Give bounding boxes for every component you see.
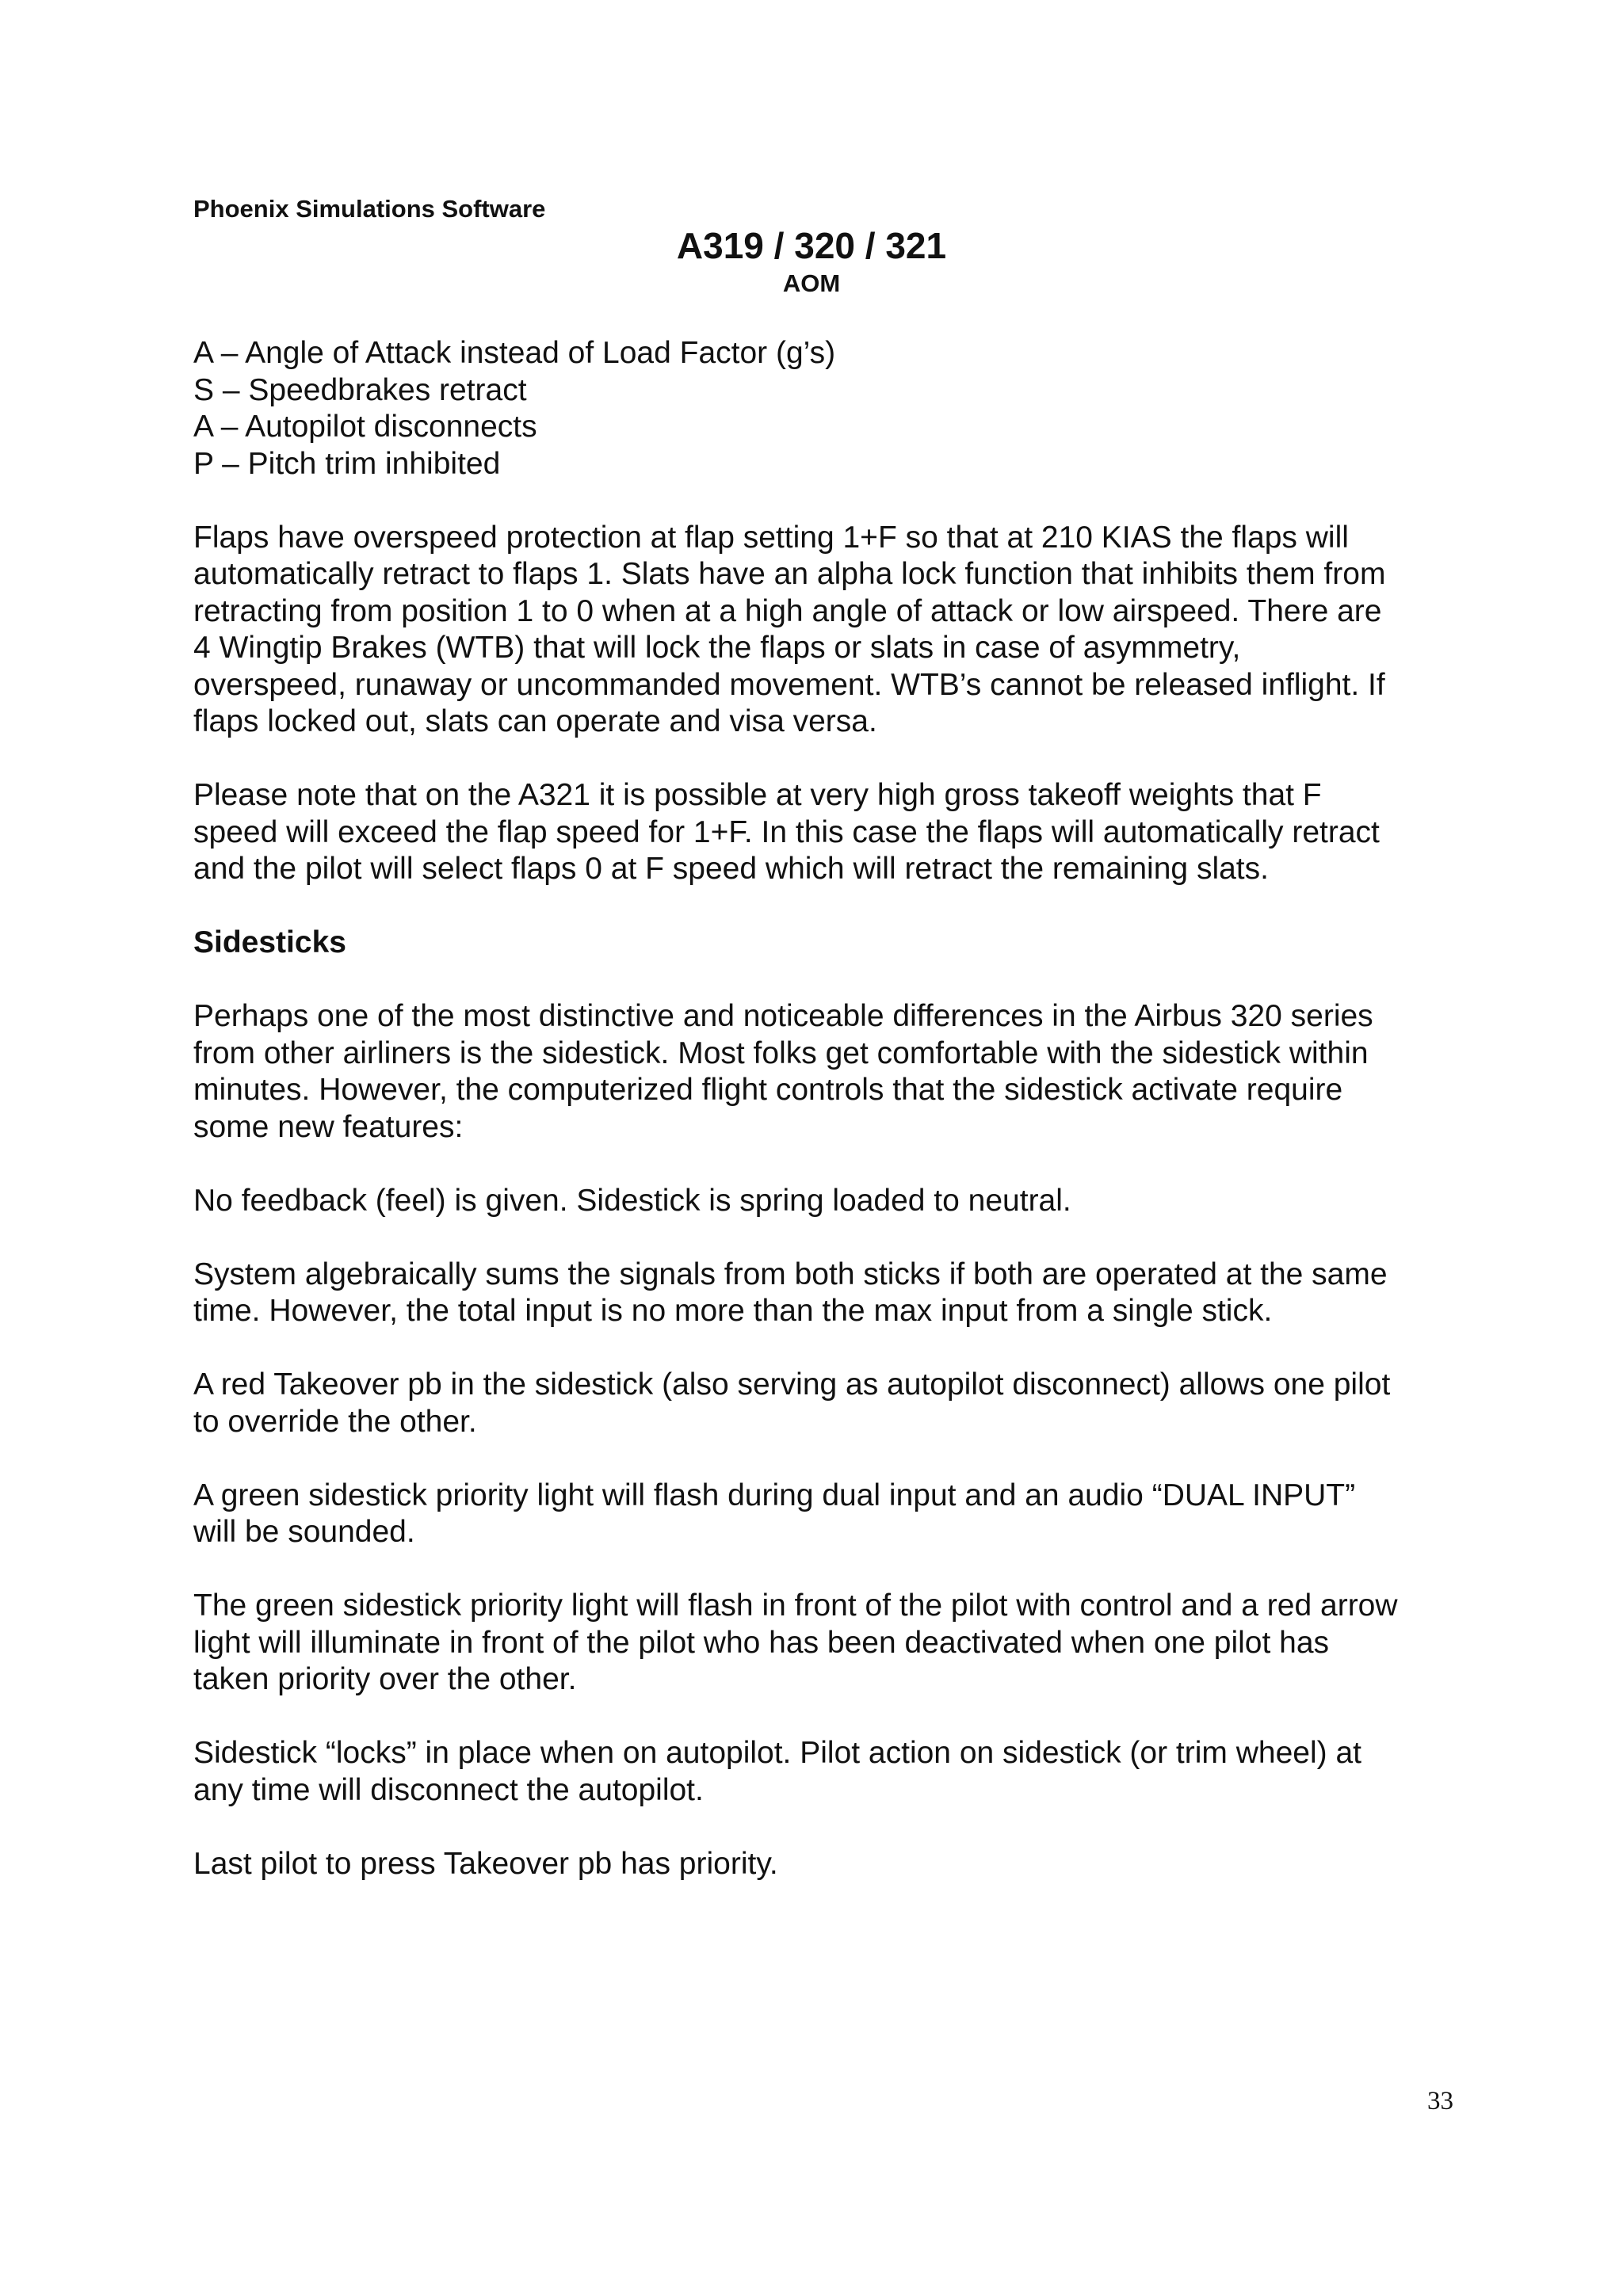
list-item: A – Angle of Attack instead of Load Factor (g’s) bbox=[193, 336, 836, 370]
paragraph-line: Perhaps one of the most distinctive and noticeable differences in the Airbus 320 series bbox=[193, 999, 1373, 1033]
paragraph-line: overspeed, runaway or uncommanded movement. WTB’s cannot be released inflight. If bbox=[193, 667, 1385, 702]
paragraph-line: The green sidestick priority light will flash in front of the pilot with control and a red arrow bbox=[193, 1589, 1398, 1623]
last-pilot-paragraph bbox=[193, 1846, 1493, 1883]
paragraph-line: to override the other. bbox=[193, 1404, 477, 1439]
paragraph-line: System algebraically sums the signals from both sticks if both are operated at the same bbox=[193, 1257, 1388, 1291]
paragraph-line: time. However, the total input is no more than the max input from a single stick. bbox=[193, 1294, 1273, 1328]
paragraph-line: from other airliners is the sidestick. Most folks get comfortable with the sidestick within bbox=[193, 1035, 1369, 1070]
document-subtitle: AOM bbox=[782, 269, 841, 297]
algebraic-paragraph bbox=[193, 1257, 1493, 1330]
paragraph-line: some new features: bbox=[193, 1109, 464, 1144]
list-item: P – Pitch trim inhibited bbox=[193, 446, 501, 481]
paragraph-line: minutes. However, the computerized flight controls that the sidestick activate require bbox=[193, 1073, 1343, 1107]
body-text bbox=[193, 335, 1493, 1920]
paragraph-line: 4 Wingtip Brakes (WTB) that will lock the flaps or slats in case of asymmetry, bbox=[193, 631, 1241, 665]
priority-light-paragraph bbox=[193, 1588, 1493, 1699]
locks-paragraph bbox=[193, 1735, 1493, 1809]
mnemonic-list bbox=[193, 335, 1493, 482]
page-number: 33 bbox=[1427, 2087, 1453, 2115]
takeover-paragraph bbox=[193, 1367, 1493, 1440]
paragraph-line: Flaps have overspeed protection at flap setting 1+F so that at 210 KIAS the flaps will bbox=[193, 520, 1349, 555]
list-item: A – Autopilot disconnects bbox=[193, 410, 537, 444]
dual-input-paragraph bbox=[193, 1478, 1493, 1551]
sidesticks-intro-paragraph bbox=[193, 998, 1493, 1146]
paragraph-line: and the pilot will select flaps 0 at F speed which will retract the remaining slats. bbox=[193, 852, 1269, 886]
paragraph-line: Sidestick “locks” in place when on autopilot. Pilot action on sidestick (or trim wheel) at bbox=[193, 1736, 1361, 1770]
list-item: S – Speedbrakes retract bbox=[193, 372, 527, 407]
paragraph-line: No feedback (feel) is given. Sidestick is spring loaded to neutral. bbox=[193, 1183, 1071, 1218]
company-name: Phoenix Simulations Software bbox=[193, 195, 546, 223]
paragraph-line: A green sidestick priority light will flash during dual input and an audio “DUAL INPUT” bbox=[193, 1478, 1356, 1512]
flaps-paragraph bbox=[193, 520, 1493, 741]
a321-paragraph bbox=[193, 777, 1493, 888]
paragraph-line: Please note that on the A321 it is possible at very high gross takeoff weights that F bbox=[193, 778, 1322, 812]
sidesticks-heading: Sidesticks bbox=[193, 925, 346, 959]
paragraph-line: A red Takeover pb in the sidestick (also serving as autopilot disconnect) allows one pilot bbox=[193, 1367, 1391, 1402]
paragraph-line: flaps locked out, slats can operate and visa versa. bbox=[193, 704, 877, 738]
paragraph-line: speed will exceed the flap speed for 1+F. In this case the flaps will automatically retract bbox=[193, 814, 1380, 849]
paragraph-line: light will illuminate in front of the pilot who has been deactivated when one pilot has bbox=[193, 1625, 1330, 1660]
paragraph-line: retracting from position 1 to 0 when at a high angle of attack or low airspeed. There are bbox=[193, 593, 1382, 628]
paragraph-line: automatically retract to flaps 1. Slats have an alpha lock function that inhibits them from bbox=[193, 557, 1386, 591]
paragraph-line: taken priority over the other. bbox=[193, 1662, 577, 1696]
feedback-paragraph bbox=[193, 1183, 1493, 1220]
paragraph-line: any time will disconnect the autopilot. bbox=[193, 1772, 704, 1807]
document-title: A319 / 320 / 321 bbox=[676, 225, 947, 266]
paragraph-line: Last pilot to press Takeover pb has priority. bbox=[193, 1846, 778, 1881]
paragraph-line: will be sounded. bbox=[193, 1515, 415, 1549]
